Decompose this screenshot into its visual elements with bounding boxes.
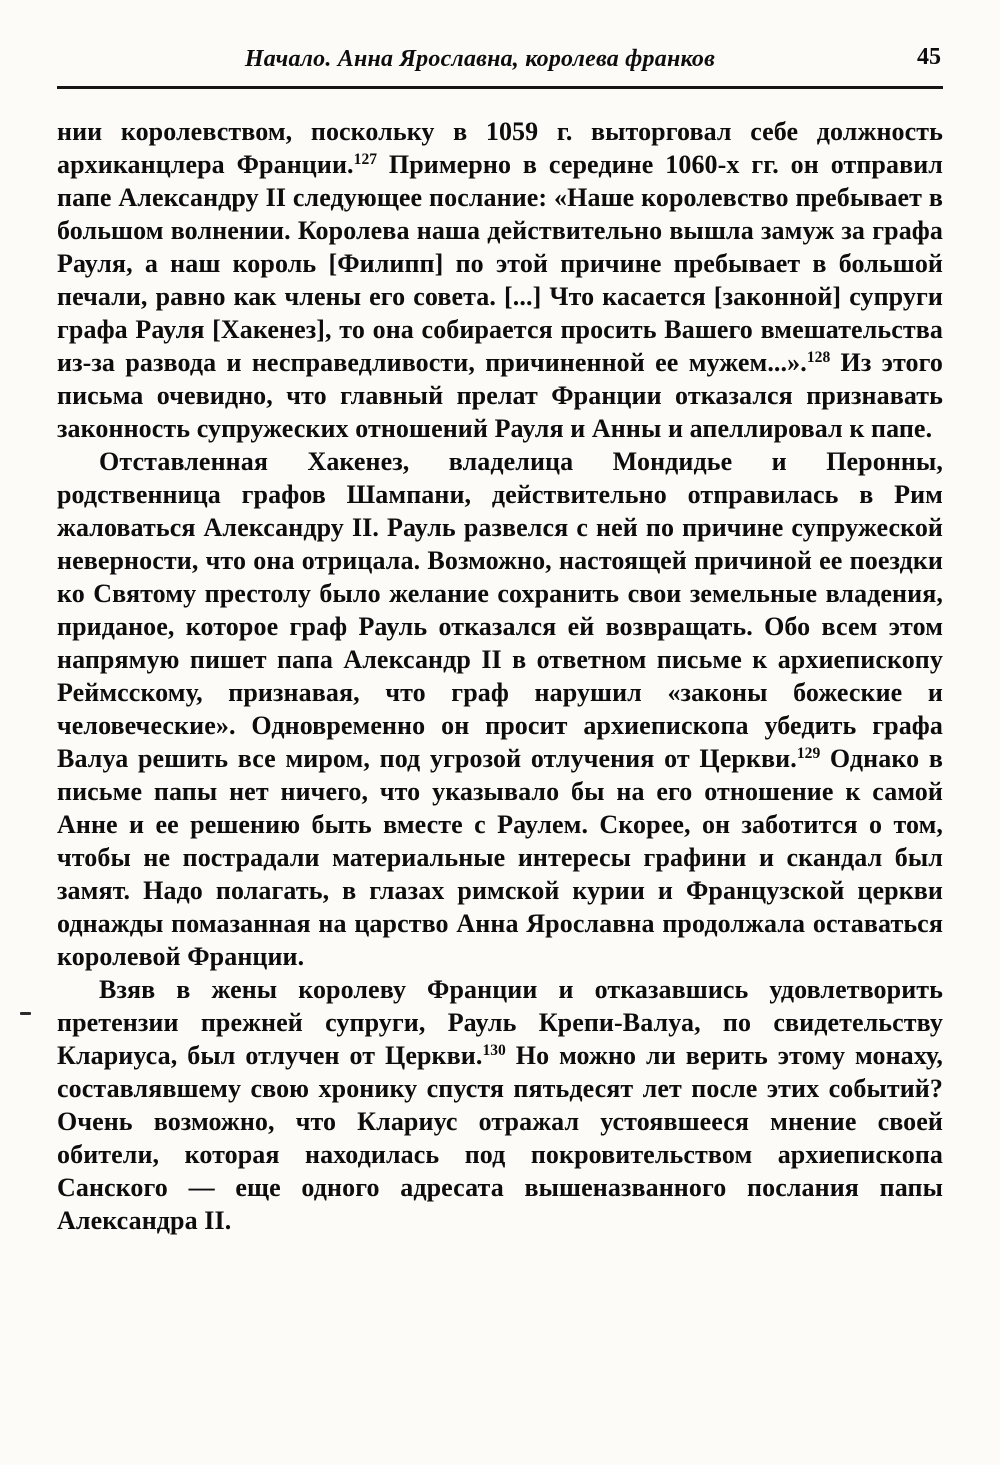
margin-scan-mark [20,1012,31,1015]
footnote-reference: 129 [796,745,821,763]
text-run: Взяв в жены королеву Франции и отказавшись удовлетворить претензии прежней супруги, Рауль Крепи-Валуа, по свидетельству Клариуса, был отлучен от Церкви. [57,975,943,1070]
page-header [57,46,943,80]
paragraph [57,115,943,445]
text-run: Из этого письма очевидно, что главный прелат Франции отказался признавать законность супружеских отношений Рауля и Анны и апеллировал к папе. [57,348,943,443]
text-run: Однако в письме папы нет ничего, что указывало бы на его отношение к самой Анне и ее решению быть вместе с Раулем. Скорее, он заботится о том, чтобы не пострадали материальные интересы графини и скандал был замят. Надо полагать, в глазах римской курии и Французской церкви однажды помазанная на царство Анна Ярославна продолжала оставаться королевой Франции. [57,744,943,971]
text-run: нии королевством, поскольку в 1059 г. выторговал себе должность архиканцлера Франции. [57,117,943,179]
running-head-title: Начало. Анна Ярославна, королева франков [244,46,716,72]
paragraph [57,973,943,1237]
body-text [57,115,943,1237]
paragraph [57,445,943,973]
page-number: 45 [917,44,941,70]
text-run: Примерно в середине 1060-х гг. он отправил папе Александру II следующее послание: «Наше королевство пребывает в большом волнении. Королева наша действительно вышла замуж за графа Рауля, а наш король [Филипп] по этой причине пребывает в большой печали, равно как члены его совета. [...] Что касается [законной] супруги графа Рауля [Хакенез], то она собирается просить Вашего вмешательства из-за развода и несправедливости, причиненной ее мужем...». [57,150,943,377]
text-run: Отставленная Хакенез, владелица Мондидье и Перонны, родственница графов Шампани, действительно отправилась в Рим жаловаться Александру II. Рауль развелся с ней по причине супружеской неверности, что она отрицала. Возможно, настоящей причиной ее поездки ко Святому престолу было желание сохранить свои земельные владения, приданое, которое граф Рауль отказался ей возвращать. Обо всем этом напрямую пишет папа Александр II в ответном письме к архиепископу Реймсскому, признавая, что граф нарушил «законы божеские и человеческие». Одновременно он просит архиепископа убедить графа Валуа решить все миром, под угрозой отлучения от Церкви. [57,447,943,773]
footnote-reference: 128 [806,349,831,367]
header-rule [57,86,943,89]
text-run: Но можно ли верить этому монаху, составлявшему свою хронику спустя пятьдесят лет после этих событий? Очень возможно, что Клариус отражал устоявшееся мнение своей обители, которая находилась под покровительством архиепископа Санского — еще одного адресата вышеназванного послания папы Александра II. [57,1041,943,1235]
footnote-reference: 130 [482,1042,506,1060]
footnote-reference: 127 [353,151,378,169]
